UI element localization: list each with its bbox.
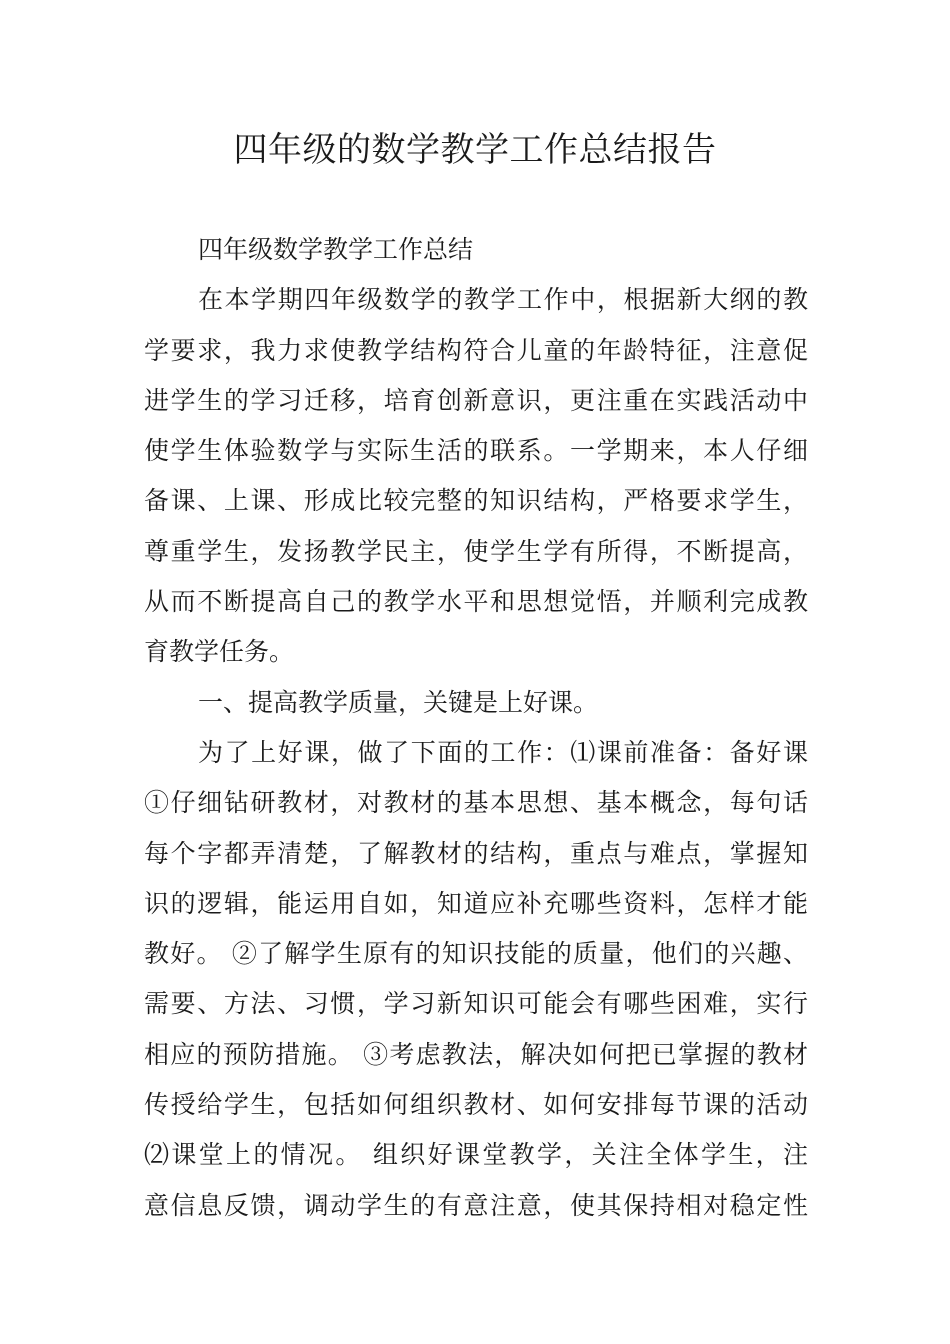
paragraph-line: 四年级数学教学工作总结 [198,235,474,264]
paragraph-line: 进学生的学习迁移，培育创新意识，更注重在实践活动中 [144,385,808,415]
document-body [144,225,808,1231]
paragraph-line: 备课、上课、形成比较完整的知识结构，严格要求学生， [144,486,808,516]
paragraph-line: ⑵课堂上的情况。 组织好课堂教学，关注全体学生，注 [144,1140,808,1170]
paragraph-line: 识的逻辑，能运用自如，知道应补充哪些资料，怎样才能 [144,888,808,918]
paragraph-line: 意信息反馈，调动学生的有意注意，使其保持相对稳定性 [144,1190,808,1220]
paragraph-line: 教好。 ②了解学生原有的知识技能的质量，他们的兴趣、 [144,939,808,969]
paragraph-line: 一、提高教学质量，关键是上好课。 [198,687,599,717]
paragraph-line: 为了上好课，做了下面的工作：⑴课前准备：备好课 [198,737,808,767]
paragraph-line: 相应的预防措施。 ③考虑教法，解决如何把已掌握的教材 [144,1039,808,1069]
paragraph-line: 育教学任务。 [144,637,295,667]
paragraph-line: 需要、方法、习惯，学习新知识可能会有哪些困难，实行 [144,989,808,1019]
paragraph-line: ①仔细钻研教材，对教材的基本思想、基本概念，每句话 [144,788,808,818]
paragraph-line: 使学生体验数学与实际生活的联系。一学期来，本人仔细 [144,436,808,466]
paragraph-line: 尊重学生，发扬教学民主，使学生学有所得，不断提高， [144,536,808,566]
paragraph-line: 在本学期四年级数学的教学工作中，根据新大纲的教 [198,285,808,315]
paragraph-line: 每个字都弄清楚，了解教材的结构，重点与难点，掌握知 [144,838,808,868]
paragraph-line: 从而不断提高自己的教学水平和思想觉悟，并顺利完成教 [144,587,808,617]
document-title: 四年级的数学教学工作总结报告 [233,130,717,170]
paragraph-line: 学要求，我力求使教学结构符合儿童的年龄特征，注意促 [144,335,808,365]
paragraph-line: 传授给学生，包括如何组织教材、如何安排每节课的活动 [144,1090,808,1120]
